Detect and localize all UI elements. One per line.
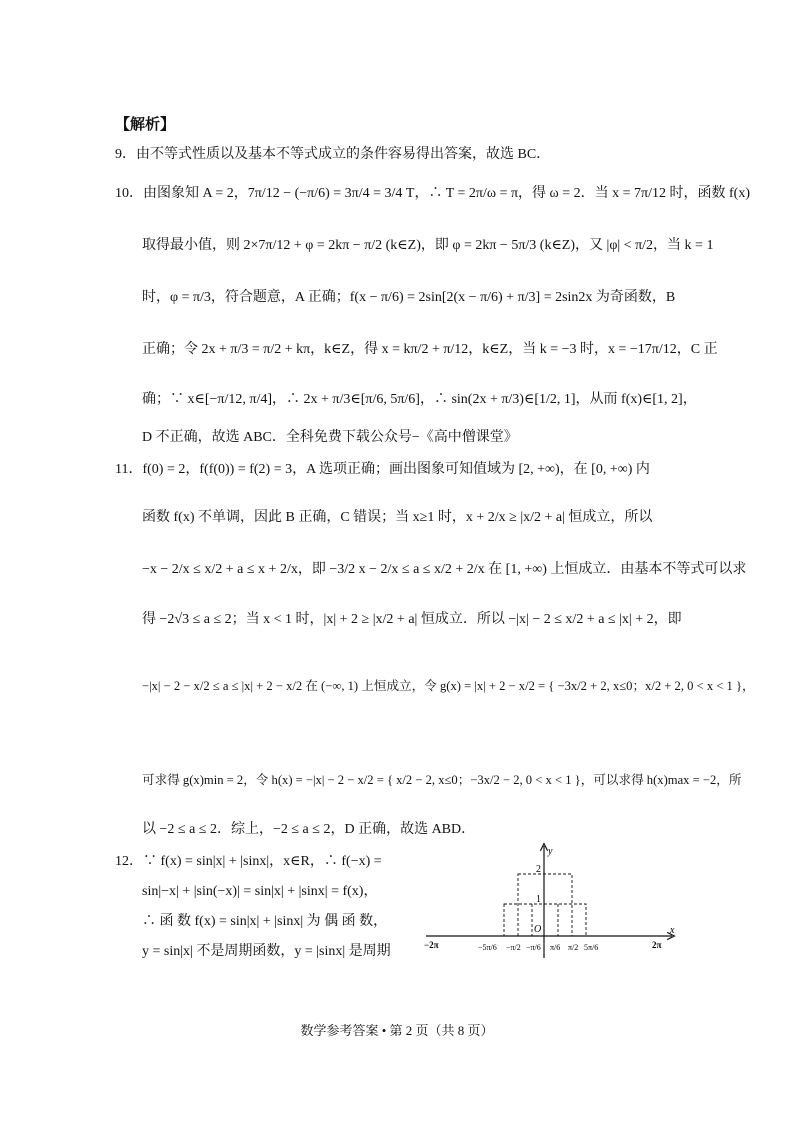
item-11-line-6: 可求得 g(x)min = 2，令 h(x) = −|x| − 2 − x/2 = { x/2 − 2, x≤0；−3x/2 − 2, 0 < x < 1 }，可以求得 h(x)max = −2，所 xyxy=(142,773,742,787)
tick-label-x: 2π xyxy=(652,940,662,950)
item-line: ∵ f(x) = sin|x| + |sinx|，x∈R，∴ f(−x) = xyxy=(143,854,382,869)
tick-label-x: π/2 xyxy=(568,943,579,952)
tick-label-x: −5π/6 xyxy=(478,943,497,952)
axis-label-x: x xyxy=(670,925,675,936)
page-footer: 数学参考答案 • 第 2 页（共 8 页） xyxy=(300,1023,494,1038)
item-12-line-2: sin|−x| + |sin(−x)| = sin|x| + |sinx| = f(x)， xyxy=(142,884,378,899)
section-header: 【解析】 xyxy=(115,117,176,133)
item-9 xyxy=(115,145,550,165)
item-11-line-4: 得 −2√3 ≤ a ≤ 2；当 x < 1 时，|x| + 2 ≥ |x/2 + a| 恒成立．所以 −|x| − 2 ≤ x/2 + a ≤ |x| + 2，即 xyxy=(142,612,682,627)
item-line: f(0) = 2，f(f(0)) = f(2) = 3，A 选项正确；画出图象可知值域为 [2, +∞)，在 [0, +∞) 内 xyxy=(142,462,650,477)
tick-label-y: 1 xyxy=(536,894,541,905)
item-11-line-3: −x − 2/x ≤ x/2 + a ≤ x + 2/x，即 −3/2 x − 2/x ≤ a ≤ x/2 + 2/x 在 [1, +∞) 上恒成立．由基本不等式可以求 xyxy=(142,562,747,577)
item-12-line-1 xyxy=(115,852,382,872)
tick-label-y: 2 xyxy=(536,864,541,875)
item-11-line-2: 函数 f(x) 不单调，因此 B 正确，C 错误；当 x≥1 时，x + 2/x ≥ |x/2 + a| 恒成立，所以 xyxy=(142,510,653,525)
function-graph xyxy=(420,840,680,970)
dashed-box-2 xyxy=(518,874,572,936)
item-line: 由图象知 A = 2，7π/12 − (−π/6) = 3π/4 = 3/4 T，∴ T = 2π/ω = π，得 ω = 2．当 x = 7π/12 时，函数 f(x) xyxy=(143,186,750,201)
item-11-line-7: 以 −2 ≤ a ≤ 2．综上，−2 ≤ a ≤ 2，D 正确，故选 ABD． xyxy=(142,822,476,837)
item-10-line-3: 时，φ = π/3，符合题意，A 正确；f(x − π/6) = 2sin[2(x − π/6) + π/3] = 2sin2x 为奇函数，B xyxy=(142,290,676,305)
item-line: 由不等式性质以及基本不等式成立的条件容易得出答案，故选 BC． xyxy=(136,147,551,162)
item-10-line-5: 确；∵ x∈[−π/12, π/4]，∴ 2x + π/3∈[π/6, 5π/6]，∴ sin(2x + π/3)∈[1/2, 1]，从而 f(x)∈[1, 2]， xyxy=(142,392,697,407)
dashed-box-1 xyxy=(504,904,586,936)
item-12-line-3: ∴ 函 数 f(x) = sin|x| + |sinx| 为 偶 函 数， xyxy=(142,914,388,929)
item-number: 11． xyxy=(115,462,143,477)
item-10-line-1 xyxy=(115,184,750,204)
item-10-line-4: 正确；令 2x + π/3 = π/2 + kπ，k∈Z，得 x = kπ/2 + π/12，k∈Z，当 k = −3 时，x = −17π/12，C 正 xyxy=(142,342,718,357)
item-number: 9． xyxy=(115,147,136,162)
tick-label-x: π/6 xyxy=(550,943,561,952)
item-12-line-4: y = sin|x| 不是周期函数，y = |sinx| 是周期 xyxy=(142,944,391,959)
origin-label: O xyxy=(534,924,542,935)
axis-label-y: y xyxy=(548,846,553,857)
item-10-line-2: 取得最小值，则 2×7π/12 + φ = 2kπ − π/2 (k∈Z)，即 φ = 2kπ − 5π/3 (k∈Z)，又 |φ| < π/2，当 k = 1 xyxy=(142,238,714,253)
item-11-line-5: −|x| − 2 − x/2 ≤ a ≤ |x| + 2 − x/2 在 (−∞, 1) 上恒成立，令 g(x) = |x| + 2 − x/2 = { −3x/2 + 2, x≤0；x/2 + 2, 0 < x < 1 }， xyxy=(142,679,755,693)
item-11-line-1 xyxy=(115,460,650,480)
tick-label-x: 5π/6 xyxy=(584,943,599,952)
item-number: 12． xyxy=(115,854,143,869)
tick-label-x: −π/6 xyxy=(526,943,541,952)
item-number: 10． xyxy=(115,186,143,201)
item-10-line-6: D 不正确，故选 ABC．全科免费下载公众号−《高中僧课堂》 xyxy=(142,430,518,445)
tick-label-x: −π/2 xyxy=(506,943,521,952)
tick-label-x: −2π xyxy=(424,940,439,950)
